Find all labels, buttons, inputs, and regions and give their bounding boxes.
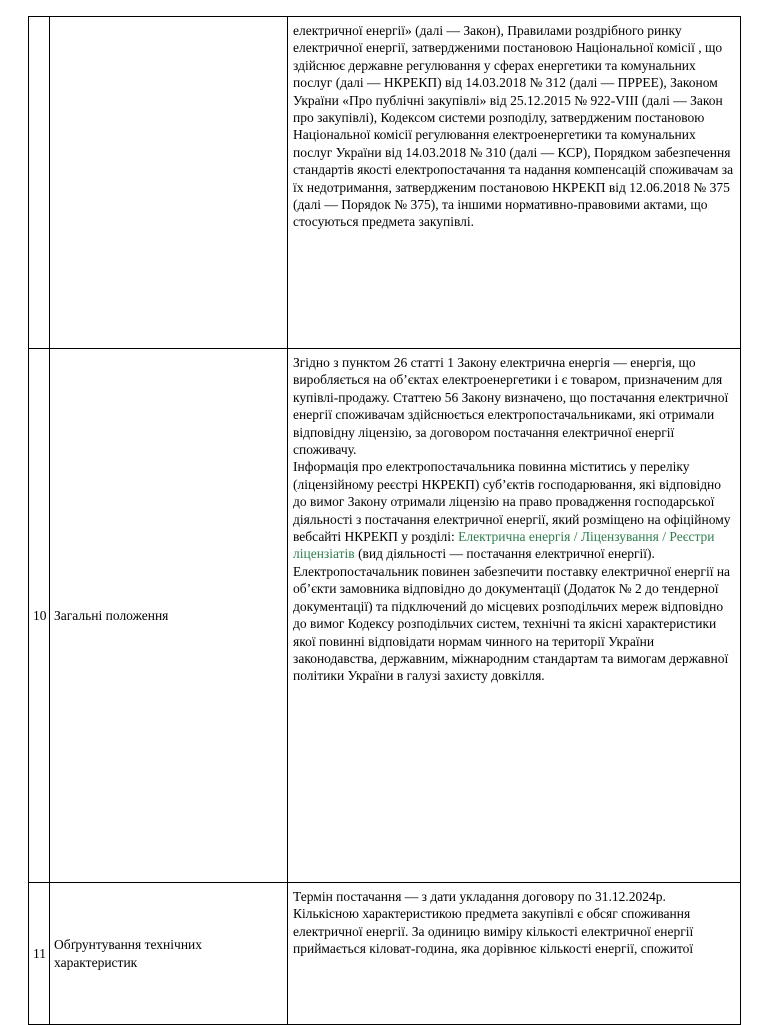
row-description-cell [288,883,741,1025]
row-number-cell: 10 [29,349,50,883]
description-paragraph: Згідно з пунктом 26 статті 1 Закону електрична енергія — енергія, що виробляється на об’єктах електроенергетики і є товаром, призначеним для купівлі-продажу. Статтею 56 Закону визначено, що постачання електричної енергії споживачам здійснюється електропостачальниками, які отримали відповідну ліцензію, за договором постачання електричної енергії споживачу. [293,355,729,458]
row-number-cell: 11 [29,883,50,1025]
description-paragraph: електричної енергії» (далі — Закон), Правилами роздрібного ринку електричної енергії, затвердженими постановою Національної комісії , що здійснює державне регулювання у сферах енергетики та комунальних послуг (далі — НКРЕКП) від 14.03.2018 № 312 (далі — ПРРЕЕ), Законом України «Про публічні закупівлі» від 25.12.2015 № 922-VIII (далі — Закон про закупівлі), Кодексом системи розподілу, затвердженим постановою Національної комісії регулювання електроенергетики та комунальних послуг України від 14.03.2018 № 310 (далі — КСР), Порядком забезпечення стандартів якості електропостачання та надання компенсацій споживачам за їх недотримання, затвердженим постановою НКРЕКП від 12.06.2018 № 375 (далі — Порядок № 375), та іншими нормативно-правовими актами, що стосуються предмета закупівлі. [293,23,734,230]
description-paragraph [293,458,738,562]
row-description-cell [288,349,741,883]
description-paragraph: Електропостачальник повинен забезпечити поставку електричної енергії на об’єкти замовника відповідно до документації (Додаток № 2 до тендерної документації) та підключений до місцевих розподільчих мереж відповідно до вимог Кодексу розподільчих систем, технічні та якісні характеристики якої повинні відповідати нормам чинного на території України законодавства, державним, міжнародним стандартам та вимогам державної політики України в галузі захисту довкілля. [293,563,731,684]
paragraph-text: (вид діяльності — постачання електричної енергії). [354,546,655,562]
description-paragraph: Термін постачання — з дати укладання договору по 31.12.2024р. [293,889,666,904]
description-paragraph: Кількісною характеристикою предмета закупівлі є обсяг споживання електричної енергії. За одиницю виміру кількості електричної енергії приймається кіловат-година, яка дорівнює кількості енергії, спожитої [293,906,694,957]
registry-link[interactable]: Електрична енергія / Ліцензування / Реєстри ліцензіатів [293,529,715,562]
row-name-cell [50,17,288,349]
table-row [29,17,741,349]
row-name-cell: Загальні положення [50,349,288,883]
table-row [29,349,741,883]
row-description-cell [288,17,741,349]
row-name-cell: Обґрунтування технічних характеристик [50,883,288,1025]
table-row [29,883,741,1025]
document-table [28,16,741,1025]
row-number-cell [29,17,50,349]
paragraph-text: Інформація про електропостачальника повинна міститись у переліку (ліцензійному реєстрі НКРЕКП) суб’єктів господарювання, які відповідно до вимог Закону отримали ліцензію на право провадження господарської діяльності з постачання електричної енергії, який розміщено на офіційному вебсайті НКРЕКП у розділі: [293,459,731,545]
